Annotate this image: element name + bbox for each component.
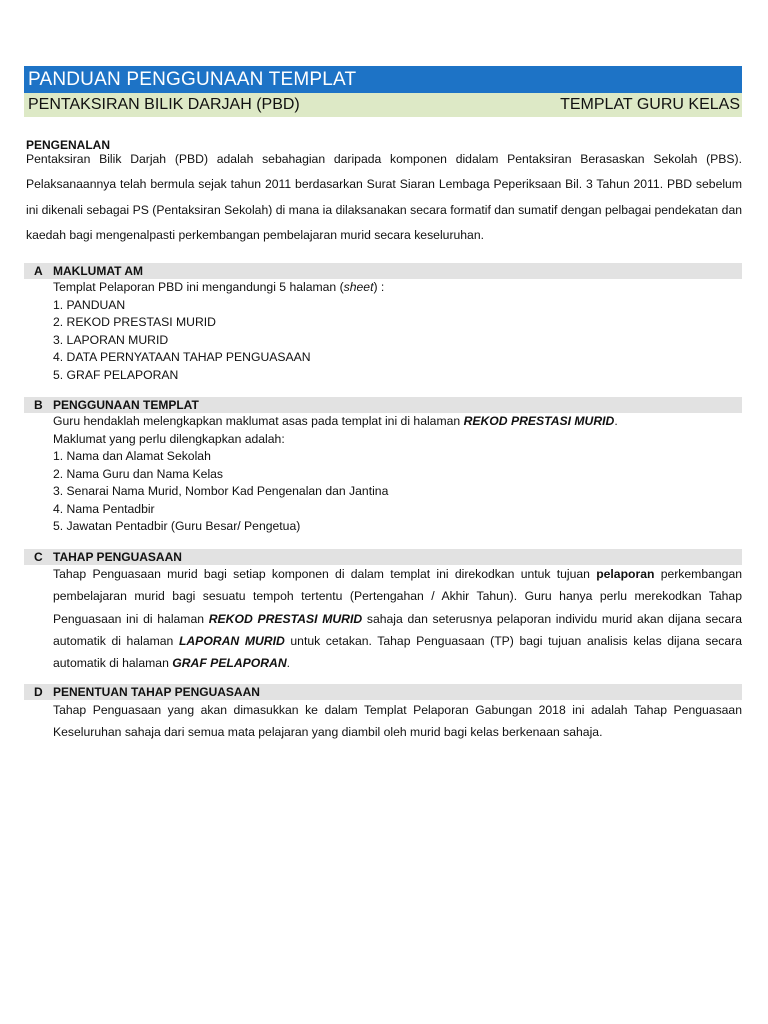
list-item: 3. Senarai Nama Murid, Nombor Kad Pengenalan dan Jantina [53, 484, 389, 499]
list-item: 2. Nama Guru dan Nama Kelas [53, 466, 224, 481]
paragraph-bold: pelaporan [596, 566, 655, 581]
section-header-b [24, 397, 742, 413]
lead-text-end: ) : [373, 280, 385, 295]
lead-text: Templat Pelaporan PBD ini mengandungi 5 halaman ( [53, 280, 344, 295]
intro-heading: PENGENALAN [26, 138, 111, 152]
lead-emphasis: sheet [343, 280, 374, 295]
lead-text-end: . [614, 414, 618, 429]
list-item: 5. GRAF PELAPORAN [53, 367, 179, 382]
section-b [24, 397, 742, 536]
section-body-d [24, 699, 742, 744]
lead-emphasis: REKOD PRESTASI MURID [463, 414, 615, 429]
paragraph-emphasis: LAPORAN MURID [178, 633, 285, 648]
section-d [24, 684, 742, 744]
paragraph-text: sahaja dan seterusnya pelaporan individu murid akan dijana secara automatik di halaman [53, 611, 742, 648]
document-page [24, 66, 742, 744]
template-type-label: TEMPLAT GURU KELAS [560, 96, 740, 113]
section-paragraph: Tahap Penguasaan yang akan dimasukkan ke dalam Templat Pelaporan Gabungan 2018 ini adalah Tahap Penguasaan Keseluruhan sahaja dari semua mata pelajaran yang diambil oleh murid bagi kelas berkenaan sahaja. [53, 702, 742, 740]
section-body-c [24, 563, 742, 675]
section-letter: D [34, 684, 43, 699]
paragraph-text: . [286, 656, 291, 671]
paragraph-emphasis: REKOD PRESTASI MURID [208, 611, 363, 626]
section-lead [53, 279, 742, 297]
paragraph-text: Tahap Penguasaan murid bagi setiap komponen di dalam templat ini direkodkan untuk tujuan [53, 566, 597, 581]
intro-section [24, 138, 742, 248]
document-subtitle: PENTAKSIRAN BILIK DARJAH (PBD) [28, 96, 300, 113]
section-letter: C [34, 549, 43, 564]
list-item: 3. LAPORAN MURID [53, 332, 169, 347]
list-item: 5. Jawatan Pentadbir (Guru Besar/ Pengetua) [53, 519, 301, 534]
list-item: 4. Nama Pentadbir [53, 501, 155, 516]
paragraph-emphasis: GRAF PELAPORAN [172, 656, 287, 671]
intro-body: Pentaksiran Bilik Darjah (PBD) adalah sebahagian daripada komponen didalam Pentaksiran Berasaskan Sekolah (PBS). Pelaksanaannya telah bermula sejak tahun 2011 berdasarkan Surat Siaran Lembaga Peperiksaan Bil. 3 Tahun 2011. PBD sebelum ini dikenali sebagai PS (Pentaksiran Sekolah) di mana ia dilaksanakan secara formatif dan sumatif dengan pelbagai pendekatan dan kaedah bagi mengenalpasti perkembangan pembelajaran murid secara keseluruhan. [26, 152, 742, 242]
section-header-d [24, 684, 742, 700]
section-header-a [24, 263, 742, 279]
section-lead-2: Maklumat yang perlu dilengkapkan adalah: [53, 431, 285, 446]
list-item: 4. DATA PERNYATAAN TAHAP PENGUASAAN [53, 350, 311, 365]
list-item: 2. REKOD PRESTASI MURID [53, 315, 216, 330]
section-letter: B [34, 398, 43, 413]
section-body-b [24, 413, 742, 536]
section-c [24, 549, 742, 675]
paragraph-text: untuk cetakan. Tahap Penguasaan (TP) bagi tujuan analisis kelas dijana secara automatik di halaman [53, 633, 743, 671]
section-title: TAHAP PENGUASAAN [53, 549, 182, 564]
document-title: PANDUAN PENGGUNAAN TEMPLAT [24, 66, 742, 93]
section-title: PENGGUNAAN TEMPLAT [53, 398, 199, 413]
paragraph-text: perkembangan pembelajaran murid bagi sesuatu tempoh tertentu (Pertengahan / Akhir Tahun). Guru hanya perlu merekodkan Tahap Penguasaan ini di halaman [53, 566, 742, 626]
section-lead [53, 413, 742, 431]
list-item: 1. PANDUAN [53, 297, 126, 312]
section-paragraph [53, 563, 742, 675]
document-subtitle-bar [24, 93, 742, 117]
section-a [24, 263, 742, 384]
lead-text: Guru hendaklah melengkapkan maklumat asas pada templat ini di halaman [53, 414, 464, 429]
section-title: MAKLUMAT AM [53, 264, 143, 279]
section-body-a [24, 279, 742, 384]
section-letter: A [34, 264, 43, 279]
section-title: PENENTUAN TAHAP PENGUASAAN [53, 684, 260, 699]
list-item: 1. Nama dan Alamat Sekolah [53, 449, 211, 464]
